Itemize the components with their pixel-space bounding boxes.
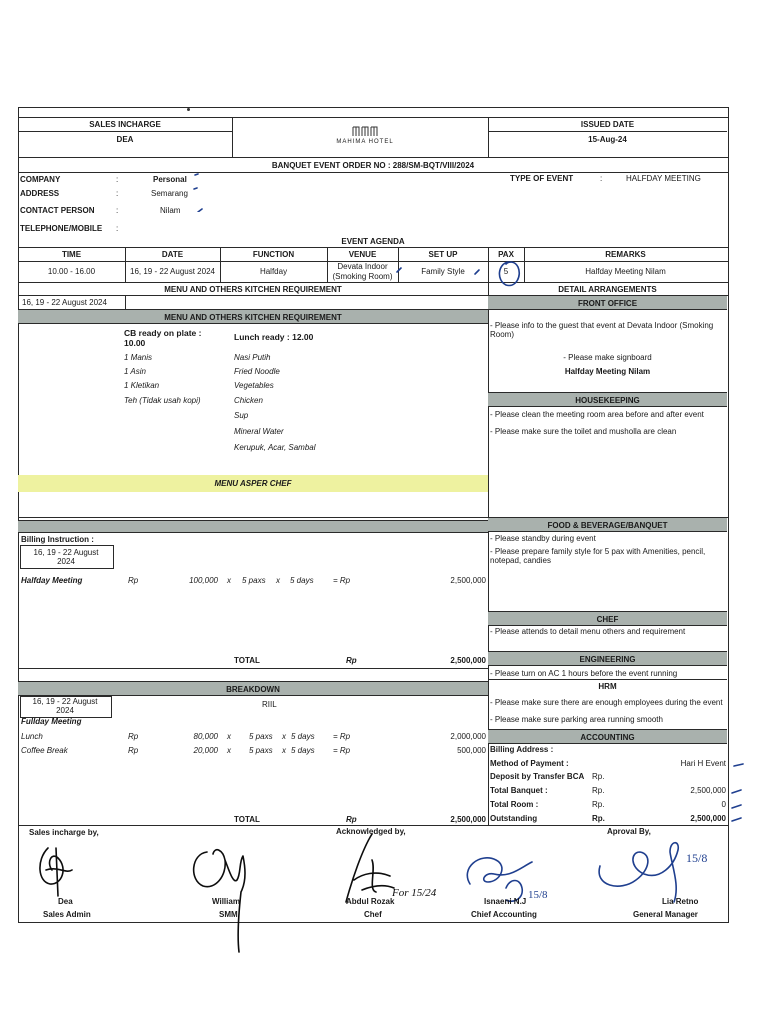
hotel-logo [320, 124, 410, 154]
company-value: Personal [153, 175, 187, 184]
approval-by-label: Aproval By, [607, 827, 651, 836]
outstanding-label: Outstanding [490, 814, 538, 823]
detail-arrangements-title: DETAIL ARRANGEMENTS [558, 285, 657, 294]
agenda-venue: (Smoking Room) [332, 272, 393, 281]
breakdown-date: 16, 19 - 22 August [32, 697, 98, 706]
total-room-label: Total Room : [490, 800, 539, 809]
type-of-event-label: TYPE OF EVENT [510, 174, 574, 183]
breakdown-row-amount: 2,000,000 [450, 732, 486, 741]
billing-instruction-title: Billing Instruction : [21, 535, 94, 544]
front-office-title: FRONT OFFICE [577, 299, 638, 308]
breakdown-riil: RIIL [262, 700, 277, 709]
colon: : [116, 206, 119, 215]
menu-section-title: MENU AND OTHERS KITCHEN REQUIREMENT [164, 285, 342, 294]
lunch-item: Sup [234, 411, 249, 420]
event-agenda-title: EVENT AGENDA [341, 237, 405, 246]
signer-role: General Manager [633, 910, 698, 919]
menu-date: 16, 19 - 22 August 2024 [22, 298, 107, 307]
telephone-label: TELEPHONE/MOBILE [20, 224, 103, 233]
total-room-value: 0 [721, 800, 726, 809]
agenda-remarks: Halfday Meeting Nilam [585, 267, 666, 276]
breakdown-date: 2024 [56, 706, 74, 715]
breakdown-row-paxs: 5 paxs [249, 746, 273, 755]
chef-note: - Please attends to detail menu others and requirement [490, 627, 686, 636]
accounting-band [488, 729, 727, 744]
method-of-payment-value: Hari H Event [680, 759, 726, 768]
company-label: COMPANY [20, 175, 61, 184]
breakdown-row-price: 80,000 [193, 732, 218, 741]
signature-sales-admin [28, 840, 88, 900]
total-banquet-label: Total Banquet : [490, 786, 548, 795]
billing-days: 5 days [290, 576, 314, 585]
housekeeping-note: - Please make sure the toilet and musholla are clean [490, 427, 677, 436]
hotel-name: MAHIMA HOTEL [336, 139, 394, 145]
lunch-title: Lunch ready : 12.00 [234, 332, 314, 342]
contact-label: CONTACT PERSON [20, 206, 95, 215]
fnb-note: - Please standby during event [490, 534, 596, 543]
signer-role: Sales Admin [43, 910, 91, 919]
check-marks-icon [190, 172, 210, 212]
beo-title: BANQUET EVENT ORDER NO : 288/SM-BQT/VIII/2024 [271, 161, 475, 170]
billing-x: x [227, 576, 231, 585]
dot-mark [187, 108, 190, 111]
lunch-item: Chicken [234, 396, 263, 405]
front-office-note: - Please make signboard [563, 353, 652, 362]
signer-name: Dea [58, 897, 73, 906]
billing-address-label: Billing Address : [490, 745, 554, 754]
billing-item-name: Halfday Meeting [21, 576, 83, 585]
agenda-venue: Devata Indoor [337, 262, 388, 271]
total-room-currency: Rp. [592, 800, 605, 809]
front-office-note: - Please info to the guest that event at Devata Indoor (Smoking [490, 321, 714, 330]
breakdown-title: BREAKDOWN [226, 685, 280, 694]
breakdown-row-days: 5 days [291, 732, 315, 741]
handwritten-approval-date: 15/8 [686, 851, 708, 865]
fnb-note: notepad, candies [490, 556, 551, 565]
signer-name: Isnaeni N.J [484, 897, 527, 906]
check-marks-icon [395, 266, 485, 280]
hrm-title: HRM [598, 682, 617, 691]
issued-date-box [488, 117, 727, 157]
cb-item: 1 Asin [124, 367, 146, 376]
lunch-item: Mineral Water [234, 427, 284, 436]
sales-incharge-box [18, 117, 232, 157]
outstanding-value: 2,500,000 [690, 814, 726, 823]
signer-role: Chef [364, 910, 382, 919]
breakdown-row-days: 5 days [291, 746, 315, 755]
sales-incharge-by-label: Sales incharge by, [29, 828, 99, 837]
agenda-setup: Family Style [421, 267, 465, 276]
issued-date-value: 15-Aug-24 [588, 135, 627, 144]
address-label: ADDRESS [20, 189, 60, 198]
col-date: DATE [161, 250, 184, 259]
check-marks-icon [728, 755, 748, 825]
billing-eq: = Rp [333, 576, 351, 585]
breakdown-row-eq: = Rp [333, 732, 351, 741]
acknowledged-by-label: Acknowledged by, [336, 827, 406, 836]
col-pax: PAX [498, 250, 514, 259]
signer-role: SMM [219, 910, 238, 919]
document-frame [18, 107, 729, 923]
cb-item: Teh (Tidak usah kopi) [124, 396, 201, 405]
accounting-title: ACCOUNTING [580, 733, 635, 742]
breakdown-row-currency: Rp [128, 746, 139, 755]
method-of-payment-label: Method of Payment : [490, 759, 569, 768]
address-value: Semarang [151, 189, 188, 198]
chef-title: CHEF [596, 615, 619, 624]
lunch-item: Fried Noodle [234, 367, 280, 376]
breakdown-total-label: TOTAL [234, 815, 260, 824]
hrm-note: - Please make sure there are enough employees during the event [490, 698, 723, 707]
signature-general-manager [590, 836, 720, 916]
total-banquet-value: 2,500,000 [690, 786, 726, 795]
billing-total-label: TOTAL [234, 656, 260, 665]
breakdown-band [18, 681, 488, 696]
billing-x: x [276, 576, 280, 585]
billing-paxs: 5 paxs [242, 576, 266, 585]
billing-unit-price: 100,000 [189, 576, 218, 585]
breakdown-heading: Fullday Meeting [21, 717, 82, 726]
breakdown-row-x: x [227, 746, 231, 755]
agenda-date: 16, 19 - 22 August 2024 [130, 267, 215, 276]
breakdown-row-amount: 500,000 [457, 746, 486, 755]
billing-currency: Rp [128, 576, 139, 585]
cb-title: CB ready on plate : [124, 328, 202, 338]
breakdown-row-name: Lunch [21, 732, 43, 741]
housekeeping-note: - Please clean the meeting room area before and after event [490, 410, 704, 419]
chef-band [488, 611, 727, 626]
lunch-item: Nasi Putih [234, 353, 271, 362]
front-office-note: Halfday Meeting Nilam [564, 367, 651, 376]
lunch-item: Kerupuk, Acar, Sambal [234, 443, 316, 452]
col-setup: SET UP [428, 250, 458, 259]
breakdown-row-price: 20,000 [193, 746, 218, 755]
billing-date: 2024 [57, 557, 75, 566]
cb-item: 1 Kletikan [124, 381, 160, 390]
breakdown-total-value: 2,500,000 [450, 815, 486, 824]
breakdown-total-currency: Rp [346, 815, 357, 824]
front-office-note: Room) [490, 330, 515, 339]
fnb-band [488, 517, 727, 532]
kitchen-requirement-band [18, 309, 488, 324]
col-function: FUNCTION [252, 250, 295, 259]
fnb-title: FOOD & BEVERAGE/BANQUET [547, 521, 668, 530]
signer-role: Chief Accounting [471, 910, 537, 919]
housekeeping-title: HOUSEKEEPING [575, 396, 640, 405]
hrm-note: - Please make sure parking area running smooth [490, 715, 663, 724]
colon: : [116, 175, 119, 184]
billing-band [18, 520, 488, 533]
breakdown-row-x: x [282, 746, 286, 755]
billing-amount: 2,500,000 [450, 576, 486, 585]
outstanding-currency: Rp. [592, 814, 605, 823]
housekeeping-band [488, 392, 727, 407]
colon: : [600, 174, 603, 183]
colon: : [116, 224, 119, 233]
agenda-time: 10.00 - 16.00 [47, 267, 96, 276]
sales-incharge-label: SALES INCHARGE [89, 120, 161, 129]
lunch-item: Vegetables [234, 381, 274, 390]
colon: : [116, 189, 119, 198]
cb-time: 10.00 [124, 338, 146, 348]
billing-total-currency: Rp [346, 656, 357, 665]
breakdown-row-paxs: 5 paxs [249, 732, 273, 741]
col-remarks: REMARKS [605, 250, 646, 259]
fnb-note: - Please prepare family style for 5 pax with Amenities, pencil, [490, 547, 706, 556]
agenda-pax: 5 [503, 267, 509, 276]
sales-incharge-value: DEA [116, 135, 134, 144]
deposit-currency: Rp. [592, 772, 605, 781]
billing-total-value: 2,500,000 [450, 656, 486, 665]
engineering-note: - Please turn on AC 1 hours before the event running [490, 669, 678, 678]
breakdown-row-x: x [227, 732, 231, 741]
hotel-logo-icon [320, 124, 410, 138]
signature-chief-accounting [450, 848, 560, 918]
front-office-band [488, 295, 727, 310]
type-of-event-value: HALFDAY MEETING [626, 174, 701, 183]
issued-date-label: ISSUED DATE [580, 120, 635, 129]
total-banquet-currency: Rp. [592, 786, 605, 795]
engineering-band [488, 651, 727, 666]
deposit-label: Deposit by Transfer BCA [490, 772, 585, 781]
menu-asper-chef: MENU ASPER CHEF [214, 479, 292, 488]
handwritten-for-note: For 15/24 [392, 887, 437, 899]
breakdown-row-x: x [282, 732, 286, 741]
signer-name: Abdul Rozak [346, 897, 395, 906]
cb-item: 1 Manis [124, 353, 153, 362]
agenda-function: Halfday [259, 267, 288, 276]
signer-name: Lia Retno [662, 897, 699, 906]
contact-value: Nilam [160, 206, 181, 215]
col-venue: VENUE [348, 250, 377, 259]
breakdown-row-currency: Rp [128, 732, 139, 741]
breakdown-row-eq: = Rp [333, 746, 351, 755]
engineering-title: ENGINEERING [579, 655, 636, 664]
breakdown-row-name: Coffee Break [21, 746, 68, 755]
col-time: TIME [61, 250, 82, 259]
handwritten-accounting-date: 15/8 [528, 889, 548, 901]
billing-date: 16, 19 - 22 August [33, 548, 99, 557]
signer-name: William [212, 897, 240, 906]
kitchen-requirement-band-title: MENU AND OTHERS KITCHEN REQUIREMENT [164, 313, 342, 322]
